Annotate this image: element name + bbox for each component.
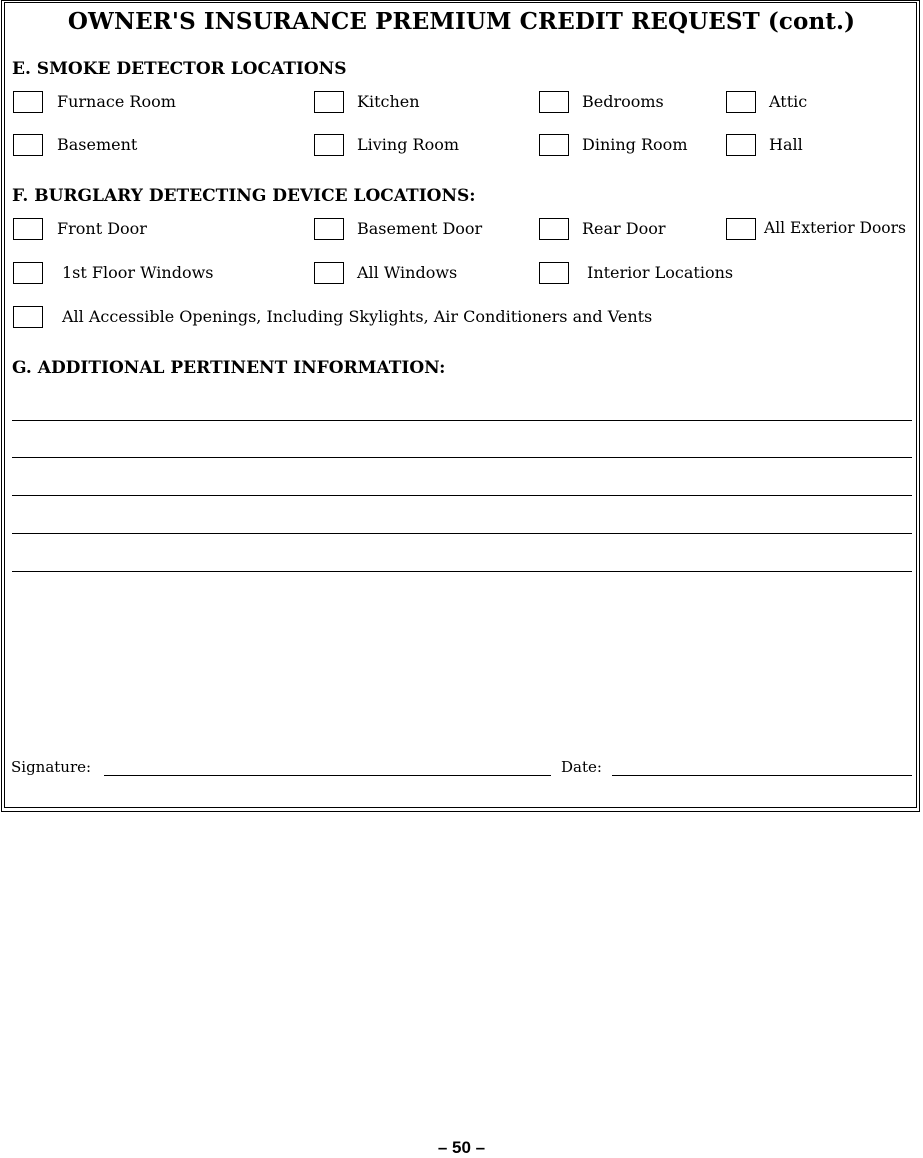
label-1st-floor-windows: 1st Floor Windows [62, 263, 214, 282]
label-attic: Attic [769, 92, 808, 111]
label-all-windows: All Windows [357, 263, 458, 282]
info-line-2[interactable] [12, 457, 912, 458]
checkbox-all-accessible-openings[interactable] [13, 306, 43, 328]
checkbox-rear-door[interactable] [539, 218, 569, 240]
date-field[interactable] [612, 775, 912, 776]
info-line-3[interactable] [12, 495, 912, 496]
checkbox-bedrooms[interactable] [539, 91, 569, 113]
label-bedrooms: Bedrooms [582, 92, 664, 111]
section-f-heading: F. BURGLARY DETECTING DEVICE LOCATIONS: [12, 186, 476, 206]
checkbox-hall[interactable] [726, 134, 756, 156]
label-basement: Basement [57, 135, 138, 154]
section-e-heading: E. SMOKE DETECTOR LOCATIONS [12, 59, 347, 79]
label-hall: Hall [769, 135, 803, 154]
signature-label: Signature: [11, 758, 92, 776]
label-rear-door: Rear Door [582, 219, 666, 238]
checkbox-all-exterior-doors[interactable] [726, 218, 756, 240]
info-line-4[interactable] [12, 533, 912, 534]
checkbox-dining-room[interactable] [539, 134, 569, 156]
label-all-exterior-doors: All Exterior Doors [764, 219, 906, 237]
form-inner-border [4, 2, 917, 808]
checkbox-basement-door[interactable] [314, 218, 344, 240]
label-all-accessible-openings: All Accessible Openings, Including Skylights, Air Conditioners and Vents [62, 307, 653, 326]
label-basement-door: Basement Door [357, 219, 483, 238]
checkbox-front-door[interactable] [13, 218, 43, 240]
label-dining-room: Dining Room [582, 135, 688, 154]
section-g-heading: G. ADDITIONAL PERTINENT INFORMATION: [12, 358, 446, 378]
label-living-room: Living Room [357, 135, 460, 154]
checkbox-interior-locations[interactable] [539, 262, 569, 284]
label-front-door: Front Door [57, 219, 147, 238]
checkbox-all-windows[interactable] [314, 262, 344, 284]
checkbox-kitchen[interactable] [314, 91, 344, 113]
page-number: – 50 – [437, 1138, 486, 1157]
info-line-5[interactable] [12, 571, 912, 572]
label-kitchen: Kitchen [357, 92, 420, 111]
date-label: Date: [561, 758, 602, 776]
checkbox-1st-floor-windows[interactable] [13, 262, 43, 284]
label-furnace-room: Furnace Room [57, 92, 176, 111]
info-line-1[interactable] [12, 420, 912, 421]
checkbox-basement[interactable] [13, 134, 43, 156]
checkbox-attic[interactable] [726, 91, 756, 113]
form-title: OWNER'S INSURANCE PREMIUM CREDIT REQUEST (cont.) [67, 8, 856, 35]
label-interior-locations: Interior Locations [587, 263, 734, 282]
checkbox-furnace-room[interactable] [13, 91, 43, 113]
signature-field[interactable] [104, 775, 551, 776]
checkbox-living-room[interactable] [314, 134, 344, 156]
